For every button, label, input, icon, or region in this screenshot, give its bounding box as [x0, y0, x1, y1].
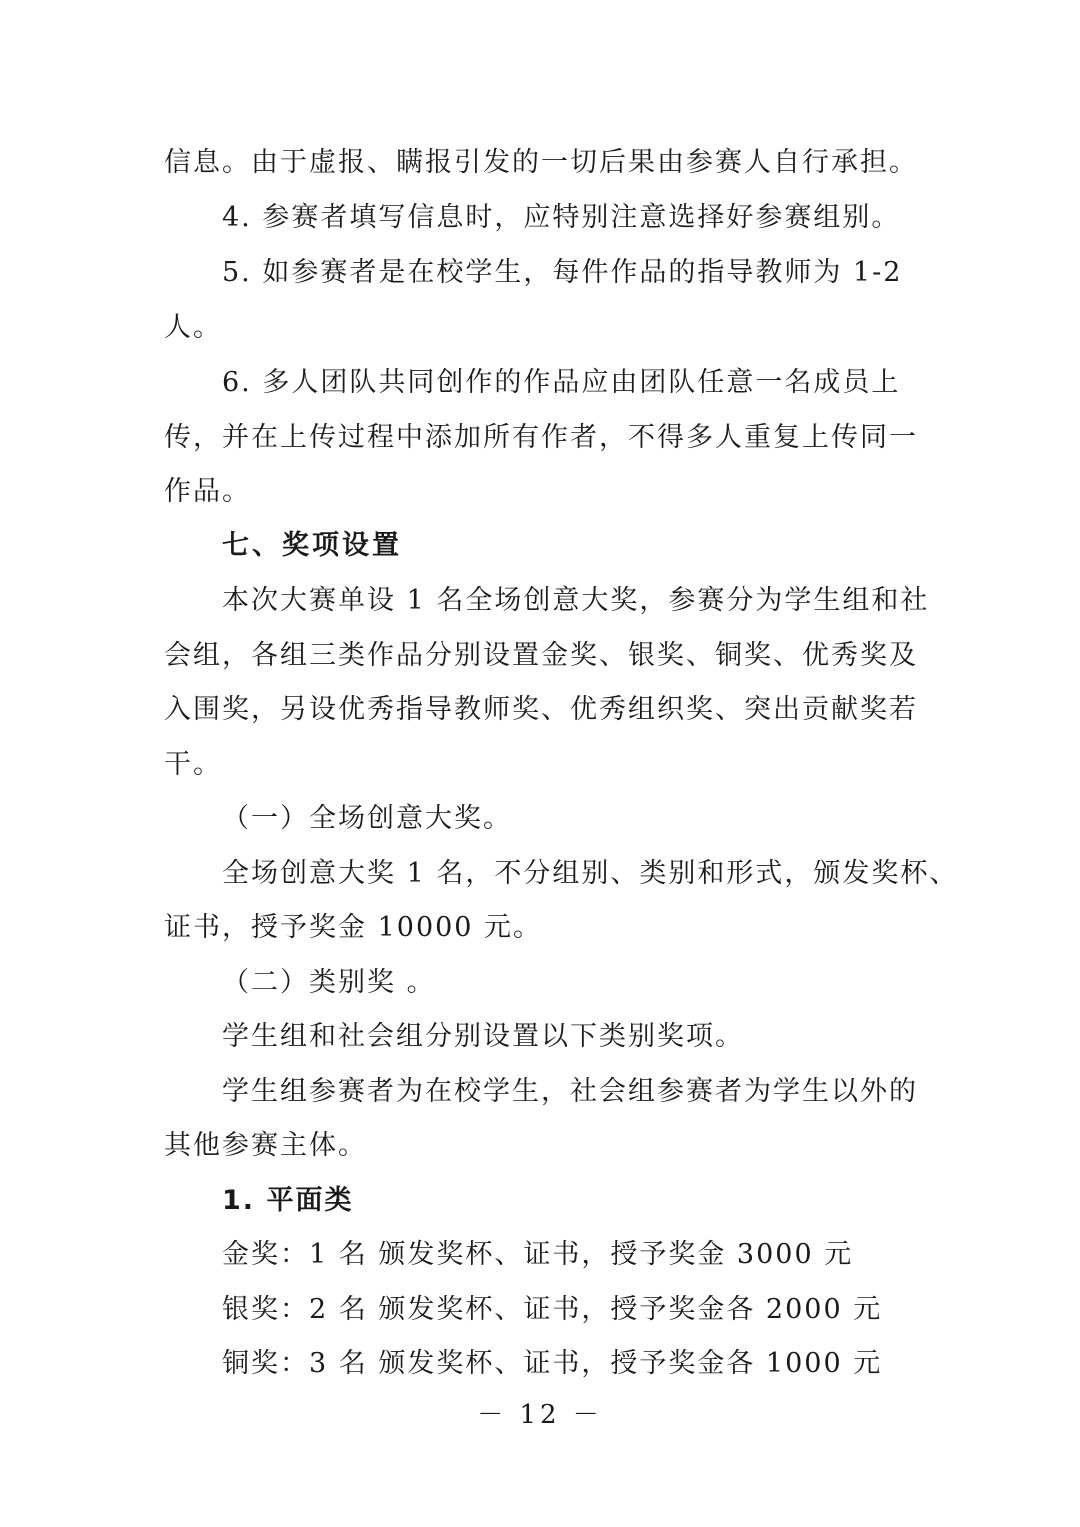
paragraph-line: 5. 如参赛者是在校学生，每件作品的指导教师为 1-2	[222, 257, 903, 288]
paragraph-line: 其他参赛主体。	[164, 1130, 367, 1161]
paragraph-line: 干。	[164, 749, 222, 780]
award-line-gold: 金奖：1 名 颁发奖杯、证书，授予奖金 3000 元	[222, 1239, 854, 1270]
paragraph-line: 证书，授予奖金 10000 元。	[164, 912, 543, 943]
paragraph-line: 人。	[164, 312, 222, 343]
paragraph-line: 信息。由于虚报、瞒报引发的一切后果由参赛人自行承担。	[164, 147, 918, 178]
paragraph-line: 传，并在上传过程中添加所有作者，不得多人重复上传同一	[164, 422, 918, 453]
paragraph-line: 学生组和社会组分别设置以下类别奖项。	[222, 1021, 744, 1052]
paragraph-line: 入围奖，另设优秀指导教师奖、优秀组织奖、突出贡献奖若	[164, 694, 918, 725]
paragraph-line: 作品。	[164, 476, 251, 507]
paragraph-line: 本次大赛单设 1 名全场创意大奖，参赛分为学生组和社	[222, 585, 930, 616]
paragraph-line: 4. 参赛者填写信息时，应特别注意选择好参赛组别。	[222, 202, 901, 233]
paragraph-line: 学生组参赛者为在校学生，社会组参赛者为学生以外的	[222, 1076, 918, 1107]
award-line-bronze: 铜奖：3 名 颁发奖杯、证书，授予奖金各 1000 元	[222, 1348, 883, 1379]
award-line-silver: 银奖：2 名 颁发奖杯、证书，授予奖金各 2000 元	[222, 1294, 883, 1325]
category-heading: 1. 平面类	[222, 1185, 354, 1216]
section-heading: 七、奖项设置	[222, 530, 402, 561]
subsection-heading: （一）全场创意大奖。	[222, 803, 512, 834]
paragraph-line: 全场创意大奖 1 名，不分组别、类别和形式，颁发奖杯、	[222, 858, 959, 889]
paragraph-line: 6. 多人团队共同创作的作品应由团队任意一名成员上	[222, 367, 901, 398]
subsection-heading: （二）类别奖 。	[222, 967, 436, 998]
paragraph-line: 会组，各组三类作品分别设置金奖、银奖、铜奖、优秀奖及	[164, 640, 918, 671]
page-number: － 12 －	[477, 1400, 603, 1430]
